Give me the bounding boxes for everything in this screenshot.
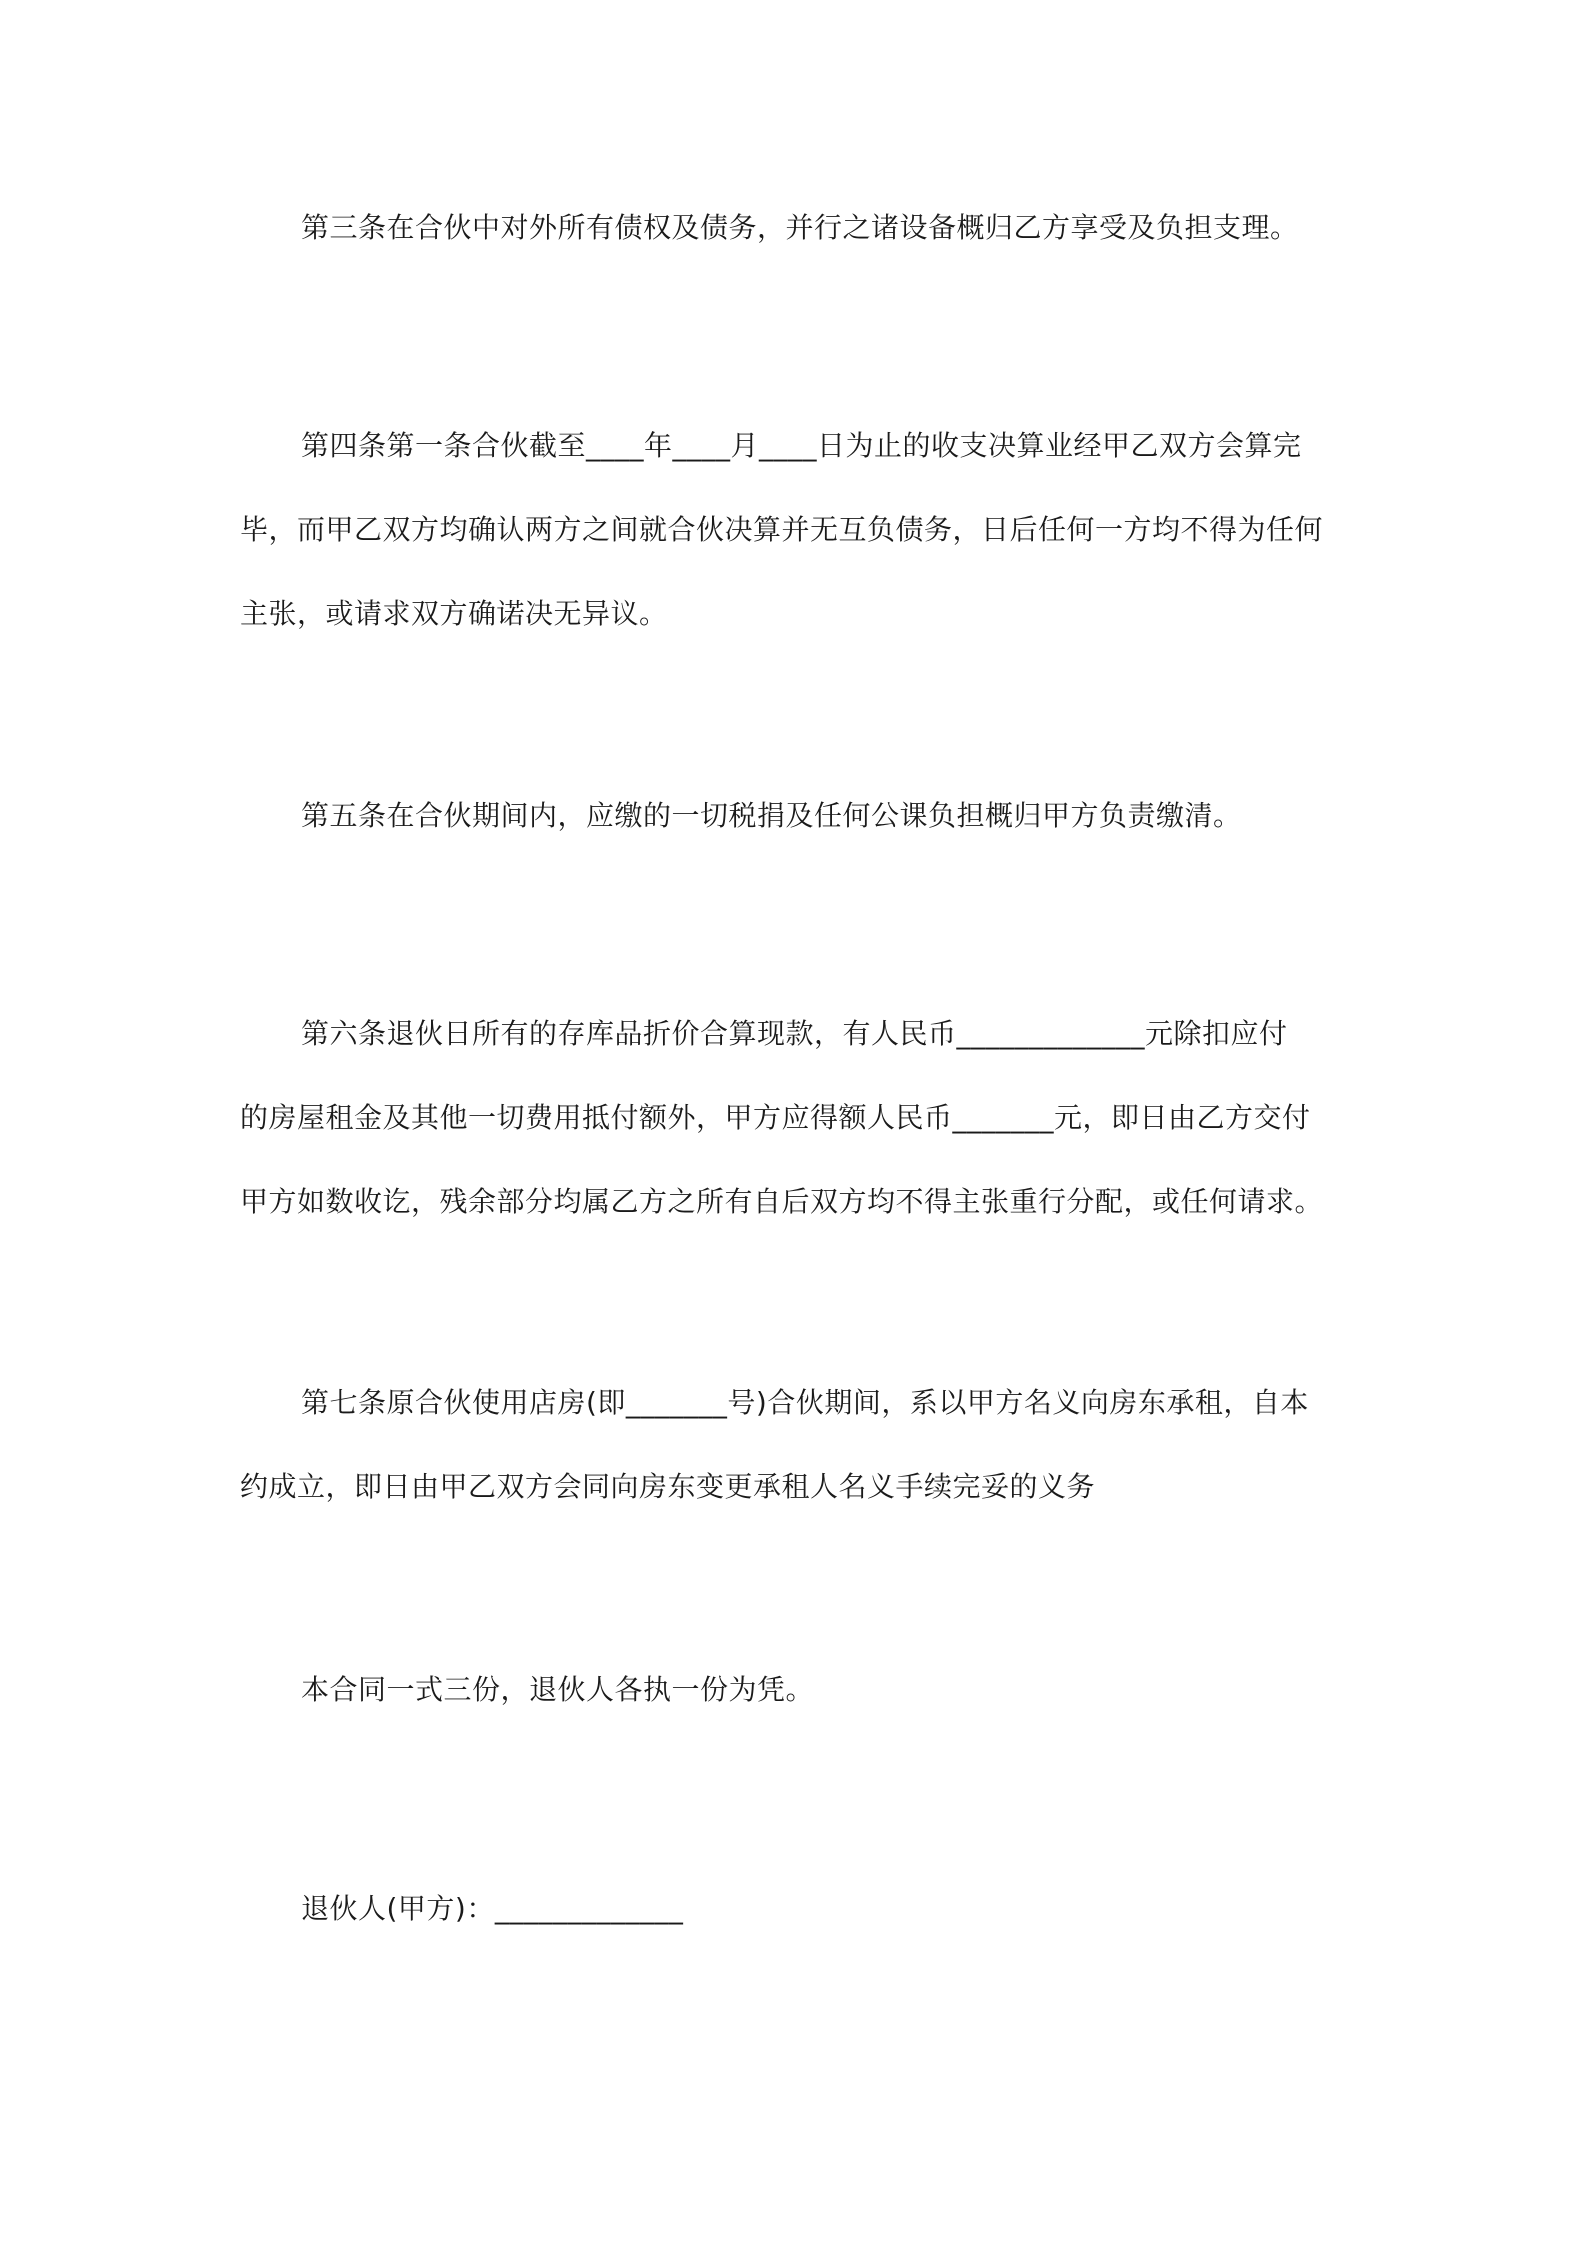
clause-6-line-3: 甲方如数收讫，残余部分均属乙方之所有自后双方均不得主张重行分配，或任何请求。: [240, 1185, 1324, 1218]
clause-4-line-3: 主张，或请求双方确诺决无异议。: [240, 597, 668, 630]
clause-6-line-1: 第六条退伙日所有的存库品折价合算现款，有人民币_____________元除扣应付: [301, 1017, 1288, 1050]
clause-4-line-1: 第四条第一条合伙截至____年____月____日为止的收支决算业经甲乙双方会算完: [301, 429, 1302, 462]
signature-line-party-a: 退伙人(甲方)：_____________: [301, 1892, 684, 1925]
copies-note-line-1: 本合同一式三份，退伙人各执一份为凭。: [301, 1673, 815, 1706]
copies-note: [240, 1648, 1352, 1732]
clause-7: [240, 1361, 1352, 1529]
signature-block: [240, 1867, 1352, 1951]
clause-5-line-1: 第五条在合伙期间内，应缴的一切税捐及任何公课负担概归甲方负责缴清。: [301, 799, 1242, 832]
clause-7-line-1: 第七条原合伙使用店房(即_______号)合伙期间，系以甲方名义向房东承租，自本: [301, 1386, 1309, 1419]
clause-5: [240, 774, 1352, 858]
clause-3: [240, 186, 1352, 270]
clause-7-line-2: 约成立，即日由甲乙双方会同向房东变更承租人名义手续完妥的义务: [240, 1470, 1096, 1503]
clause-6-line-2: 的房屋租金及其他一切费用抵付额外，甲方应得额人民币_______元，即日由乙方交付: [240, 1101, 1311, 1134]
clause-4: [240, 404, 1352, 656]
clause-6: [240, 992, 1352, 1244]
clause-3-line-1: 第三条在合伙中对外所有债权及债务，并行之诸设备概归乙方享受及负担支理。: [301, 211, 1299, 244]
clause-4-line-2: 毕，而甲乙双方均确认两方之间就合伙决算并无互负债务，日后任何一方均不得为任何: [240, 513, 1324, 546]
